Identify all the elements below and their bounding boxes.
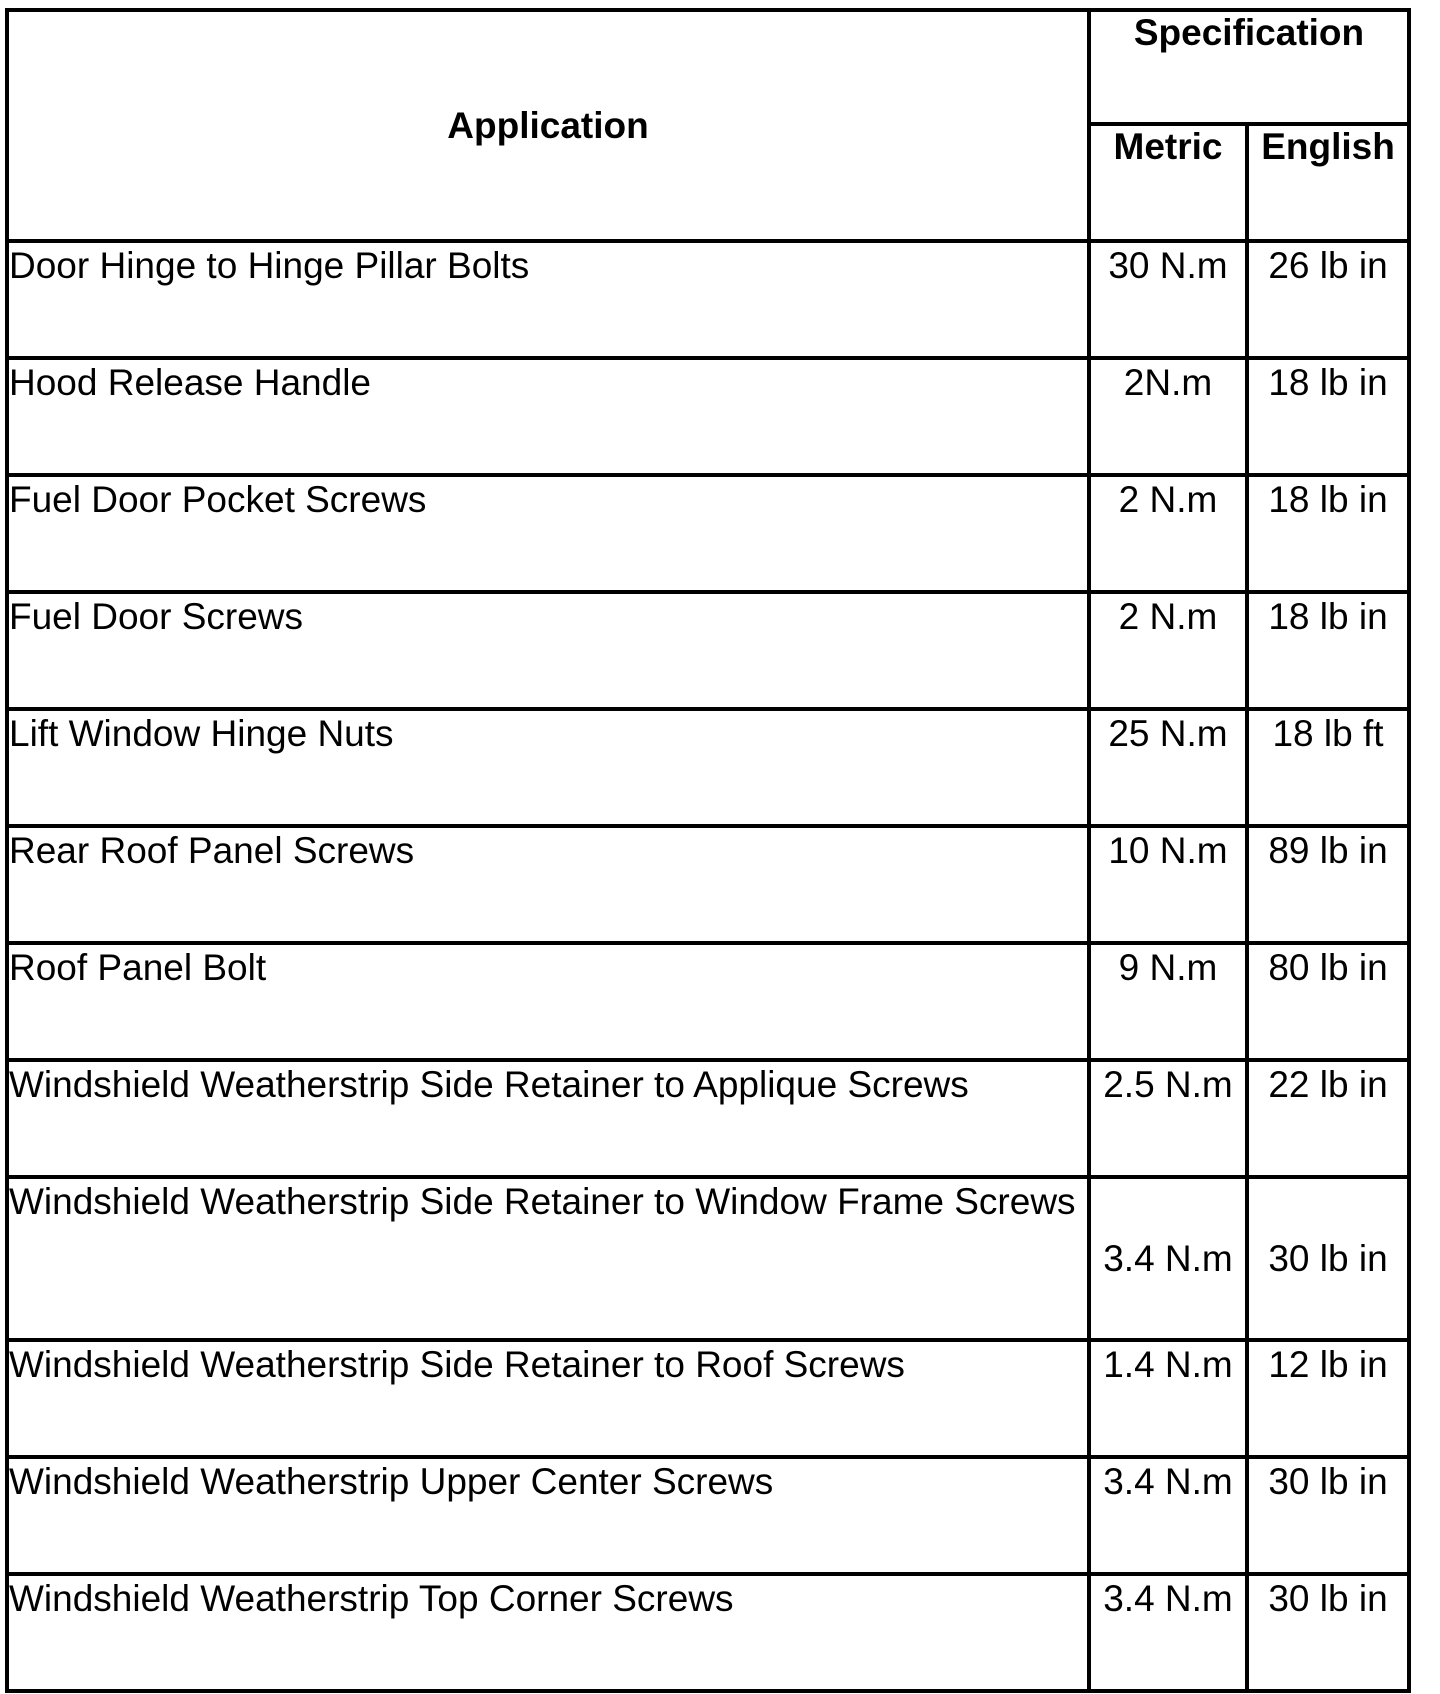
metric-cell: 9 N.m	[1089, 943, 1247, 1060]
english-cell: 30 lb in	[1247, 1177, 1409, 1340]
table-row	[7, 943, 1409, 1060]
english-cell: 18 lb in	[1247, 358, 1409, 475]
english-cell: 30 lb in	[1247, 1574, 1409, 1691]
application-cell: Door Hinge to Hinge Pillar Bolts	[7, 241, 1089, 358]
application-cell: Windshield Weatherstrip Side Retainer to Roof Screws	[7, 1340, 1089, 1457]
english-cell: 30 lb in	[1247, 1457, 1409, 1574]
english-cell: 18 lb in	[1247, 592, 1409, 709]
specification-header: Specification	[1089, 10, 1409, 124]
english-cell: 22 lb in	[1247, 1060, 1409, 1177]
table-row	[7, 1177, 1409, 1340]
english-cell: 80 lb in	[1247, 943, 1409, 1060]
metric-cell: 3.4 N.m	[1089, 1574, 1247, 1691]
application-cell: Rear Roof Panel Screws	[7, 826, 1089, 943]
table-row	[7, 1574, 1409, 1691]
english-cell: 12 lb in	[1247, 1340, 1409, 1457]
english-cell: 89 lb in	[1247, 826, 1409, 943]
application-cell: Fuel Door Screws	[7, 592, 1089, 709]
table-row	[7, 709, 1409, 826]
table-row	[7, 592, 1409, 709]
table-row	[7, 1457, 1409, 1574]
metric-header: Metric	[1089, 124, 1247, 241]
table-row	[7, 826, 1409, 943]
english-header: English	[1247, 124, 1409, 241]
application-cell: Lift Window Hinge Nuts	[7, 709, 1089, 826]
metric-cell: 1.4 N.m	[1089, 1340, 1247, 1457]
application-cell: Windshield Weatherstrip Side Retainer to Window Frame Screws	[7, 1177, 1089, 1340]
metric-cell: 3.4 N.m	[1089, 1457, 1247, 1574]
table-row	[7, 1060, 1409, 1177]
application-cell: Windshield Weatherstrip Upper Center Screws	[7, 1457, 1089, 1574]
table-row	[7, 358, 1409, 475]
metric-cell: 30 N.m	[1089, 241, 1247, 358]
application-cell: Hood Release Handle	[7, 358, 1089, 475]
table-row	[7, 1340, 1409, 1457]
metric-cell: 10 N.m	[1089, 826, 1247, 943]
application-cell: Fuel Door Pocket Screws	[7, 475, 1089, 592]
english-cell: 18 lb ft	[1247, 709, 1409, 826]
metric-cell: 2 N.m	[1089, 592, 1247, 709]
application-cell: Roof Panel Bolt	[7, 943, 1089, 1060]
application-cell: Windshield Weatherstrip Side Retainer to Applique Screws	[7, 1060, 1089, 1177]
table-row	[7, 241, 1409, 358]
specification-table	[5, 8, 1411, 1693]
english-cell: 26 lb in	[1247, 241, 1409, 358]
metric-cell: 2N.m	[1089, 358, 1247, 475]
metric-cell: 3.4 N.m	[1089, 1177, 1247, 1340]
metric-cell: 2.5 N.m	[1089, 1060, 1247, 1177]
application-header: Application	[7, 10, 1089, 241]
metric-cell: 25 N.m	[1089, 709, 1247, 826]
english-cell: 18 lb in	[1247, 475, 1409, 592]
application-cell: Windshield Weatherstrip Top Corner Screws	[7, 1574, 1089, 1691]
table-row	[7, 475, 1409, 592]
metric-cell: 2 N.m	[1089, 475, 1247, 592]
